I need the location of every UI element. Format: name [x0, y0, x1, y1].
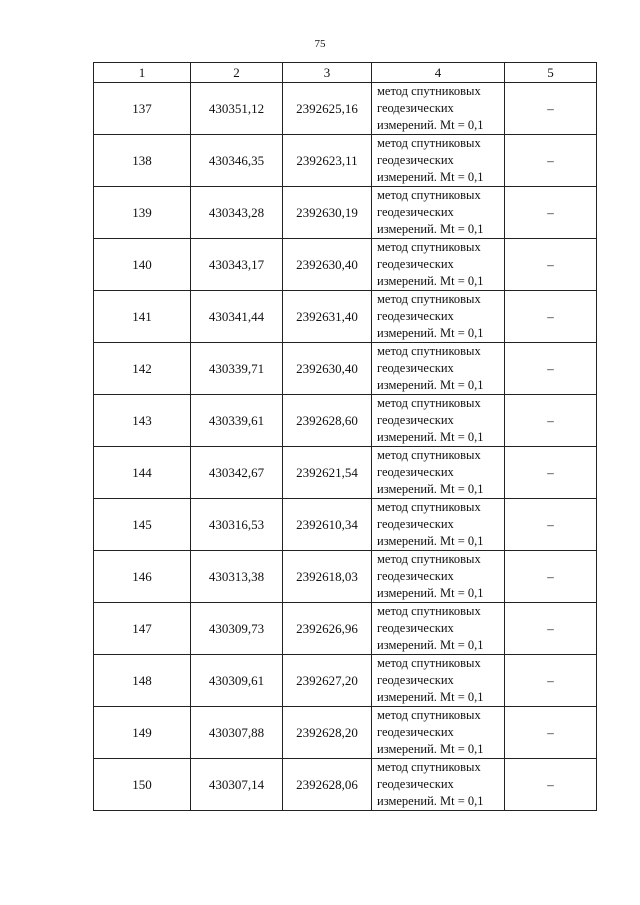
- column-5-cell: –: [505, 707, 597, 759]
- method-line-3: измерений. Mt = 0,1: [377, 482, 484, 496]
- table-row: [94, 499, 597, 551]
- y-coordinate-cell: 2392618,03: [283, 551, 372, 603]
- y-coordinate-cell: 2392623,11: [283, 135, 372, 187]
- method-cell: [372, 707, 505, 759]
- method-line-2: геодезических: [377, 517, 454, 531]
- y-coordinate-cell: 2392628,06: [283, 759, 372, 811]
- method-line-3: измерений. Mt = 0,1: [377, 118, 484, 132]
- method-line-3: измерений. Mt = 0,1: [377, 326, 484, 340]
- method-line-2: геодезических: [377, 673, 454, 687]
- method-line-3: измерений. Mt = 0,1: [377, 534, 484, 548]
- method-cell: [372, 759, 505, 811]
- method-line-2: геодезических: [377, 569, 454, 583]
- point-number-cell: 140: [94, 239, 191, 291]
- point-number-cell: 141: [94, 291, 191, 343]
- point-number-cell: 143: [94, 395, 191, 447]
- method-cell: [372, 291, 505, 343]
- column-5-cell: –: [505, 343, 597, 395]
- method-cell: [372, 499, 505, 551]
- method-line-2: геодезических: [377, 777, 454, 791]
- table-row: [94, 447, 597, 499]
- y-coordinate-cell: 2392627,20: [283, 655, 372, 707]
- method-line-3: измерений. Mt = 0,1: [377, 586, 484, 600]
- point-number-cell: 145: [94, 499, 191, 551]
- method-line-3: измерений. Mt = 0,1: [377, 794, 484, 808]
- method-line-3: измерений. Mt = 0,1: [377, 690, 484, 704]
- method-cell: [372, 187, 505, 239]
- table-row: [94, 239, 597, 291]
- point-number-cell: 149: [94, 707, 191, 759]
- x-coordinate-cell: 430307,14: [191, 759, 283, 811]
- method-line-3: измерений. Mt = 0,1: [377, 170, 484, 184]
- x-coordinate-cell: 430316,53: [191, 499, 283, 551]
- point-number-cell: 148: [94, 655, 191, 707]
- table-row: [94, 707, 597, 759]
- x-coordinate-cell: 430339,71: [191, 343, 283, 395]
- method-line-1: метод спутниковых: [377, 708, 481, 722]
- method-line-1: метод спутниковых: [377, 500, 481, 514]
- table-row: [94, 343, 597, 395]
- coordinates-table: [93, 62, 597, 811]
- method-cell: [372, 395, 505, 447]
- method-line-1: метод спутниковых: [377, 760, 481, 774]
- column-5-cell: –: [505, 759, 597, 811]
- method-line-1: метод спутниковых: [377, 656, 481, 670]
- method-line-2: геодезических: [377, 725, 454, 739]
- column-5-cell: –: [505, 83, 597, 135]
- column-header-2: 2: [191, 63, 283, 83]
- x-coordinate-cell: 430307,88: [191, 707, 283, 759]
- column-5-cell: –: [505, 655, 597, 707]
- method-line-2: геодезических: [377, 153, 454, 167]
- method-line-1: метод спутниковых: [377, 396, 481, 410]
- x-coordinate-cell: 430309,61: [191, 655, 283, 707]
- method-line-3: измерений. Mt = 0,1: [377, 430, 484, 444]
- column-header-4: 4: [372, 63, 505, 83]
- y-coordinate-cell: 2392626,96: [283, 603, 372, 655]
- method-line-1: метод спутниковых: [377, 604, 481, 618]
- method-cell: [372, 239, 505, 291]
- x-coordinate-cell: 430342,67: [191, 447, 283, 499]
- method-line-3: измерений. Mt = 0,1: [377, 274, 484, 288]
- table-row: [94, 83, 597, 135]
- y-coordinate-cell: 2392630,19: [283, 187, 372, 239]
- y-coordinate-cell: 2392628,60: [283, 395, 372, 447]
- table-row: [94, 135, 597, 187]
- header-row: [94, 63, 597, 83]
- method-line-1: метод спутниковых: [377, 240, 481, 254]
- method-line-1: метод спутниковых: [377, 292, 481, 306]
- method-cell: [372, 135, 505, 187]
- column-header-1: 1: [94, 63, 191, 83]
- method-line-1: метод спутниковых: [377, 552, 481, 566]
- method-line-3: измерений. Mt = 0,1: [377, 638, 484, 652]
- y-coordinate-cell: 2392630,40: [283, 239, 372, 291]
- x-coordinate-cell: 430313,38: [191, 551, 283, 603]
- method-cell: [372, 603, 505, 655]
- y-coordinate-cell: 2392610,34: [283, 499, 372, 551]
- method-line-2: геодезических: [377, 205, 454, 219]
- table-row: [94, 551, 597, 603]
- method-cell: [372, 655, 505, 707]
- column-5-cell: –: [505, 603, 597, 655]
- table-row: [94, 603, 597, 655]
- point-number-cell: 147: [94, 603, 191, 655]
- point-number-cell: 146: [94, 551, 191, 603]
- method-line-2: геодезических: [377, 101, 454, 115]
- column-header-5: 5: [505, 63, 597, 83]
- method-line-2: геодезических: [377, 621, 454, 635]
- method-cell: [372, 447, 505, 499]
- column-5-cell: –: [505, 551, 597, 603]
- x-coordinate-cell: 430339,61: [191, 395, 283, 447]
- x-coordinate-cell: 430309,73: [191, 603, 283, 655]
- method-line-1: метод спутниковых: [377, 344, 481, 358]
- method-line-3: измерений. Mt = 0,1: [377, 222, 484, 236]
- x-coordinate-cell: 430346,35: [191, 135, 283, 187]
- y-coordinate-cell: 2392628,20: [283, 707, 372, 759]
- column-5-cell: –: [505, 187, 597, 239]
- x-coordinate-cell: 430351,12: [191, 83, 283, 135]
- table-header: [94, 63, 597, 83]
- method-line-3: измерений. Mt = 0,1: [377, 378, 484, 392]
- y-coordinate-cell: 2392621,54: [283, 447, 372, 499]
- column-5-cell: –: [505, 239, 597, 291]
- method-line-2: геодезических: [377, 465, 454, 479]
- point-number-cell: 142: [94, 343, 191, 395]
- column-5-cell: –: [505, 291, 597, 343]
- method-line-1: метод спутниковых: [377, 448, 481, 462]
- column-5-cell: –: [505, 499, 597, 551]
- y-coordinate-cell: 2392630,40: [283, 343, 372, 395]
- column-5-cell: –: [505, 447, 597, 499]
- page-number: 75: [314, 38, 326, 50]
- table-row: [94, 395, 597, 447]
- column-5-cell: –: [505, 135, 597, 187]
- point-number-cell: 144: [94, 447, 191, 499]
- y-coordinate-cell: 2392625,16: [283, 83, 372, 135]
- table-row: [94, 291, 597, 343]
- point-number-cell: 139: [94, 187, 191, 239]
- method-cell: [372, 83, 505, 135]
- x-coordinate-cell: 430343,28: [191, 187, 283, 239]
- x-coordinate-cell: 430341,44: [191, 291, 283, 343]
- method-cell: [372, 551, 505, 603]
- method-line-3: измерений. Mt = 0,1: [377, 742, 484, 756]
- method-line-1: метод спутниковых: [377, 84, 481, 98]
- y-coordinate-cell: 2392631,40: [283, 291, 372, 343]
- column-5-cell: –: [505, 395, 597, 447]
- method-line-2: геодезических: [377, 361, 454, 375]
- x-coordinate-cell: 430343,17: [191, 239, 283, 291]
- method-line-2: геодезических: [377, 413, 454, 427]
- table-row: [94, 655, 597, 707]
- point-number-cell: 137: [94, 83, 191, 135]
- table-row: [94, 759, 597, 811]
- table-body: [94, 83, 597, 811]
- table-row: [94, 187, 597, 239]
- method-line-1: метод спутниковых: [377, 188, 481, 202]
- method-line-1: метод спутниковых: [377, 136, 481, 150]
- column-header-3: 3: [283, 63, 372, 83]
- point-number-cell: 150: [94, 759, 191, 811]
- method-line-2: геодезических: [377, 257, 454, 271]
- point-number-cell: 138: [94, 135, 191, 187]
- method-line-2: геодезических: [377, 309, 454, 323]
- method-cell: [372, 343, 505, 395]
